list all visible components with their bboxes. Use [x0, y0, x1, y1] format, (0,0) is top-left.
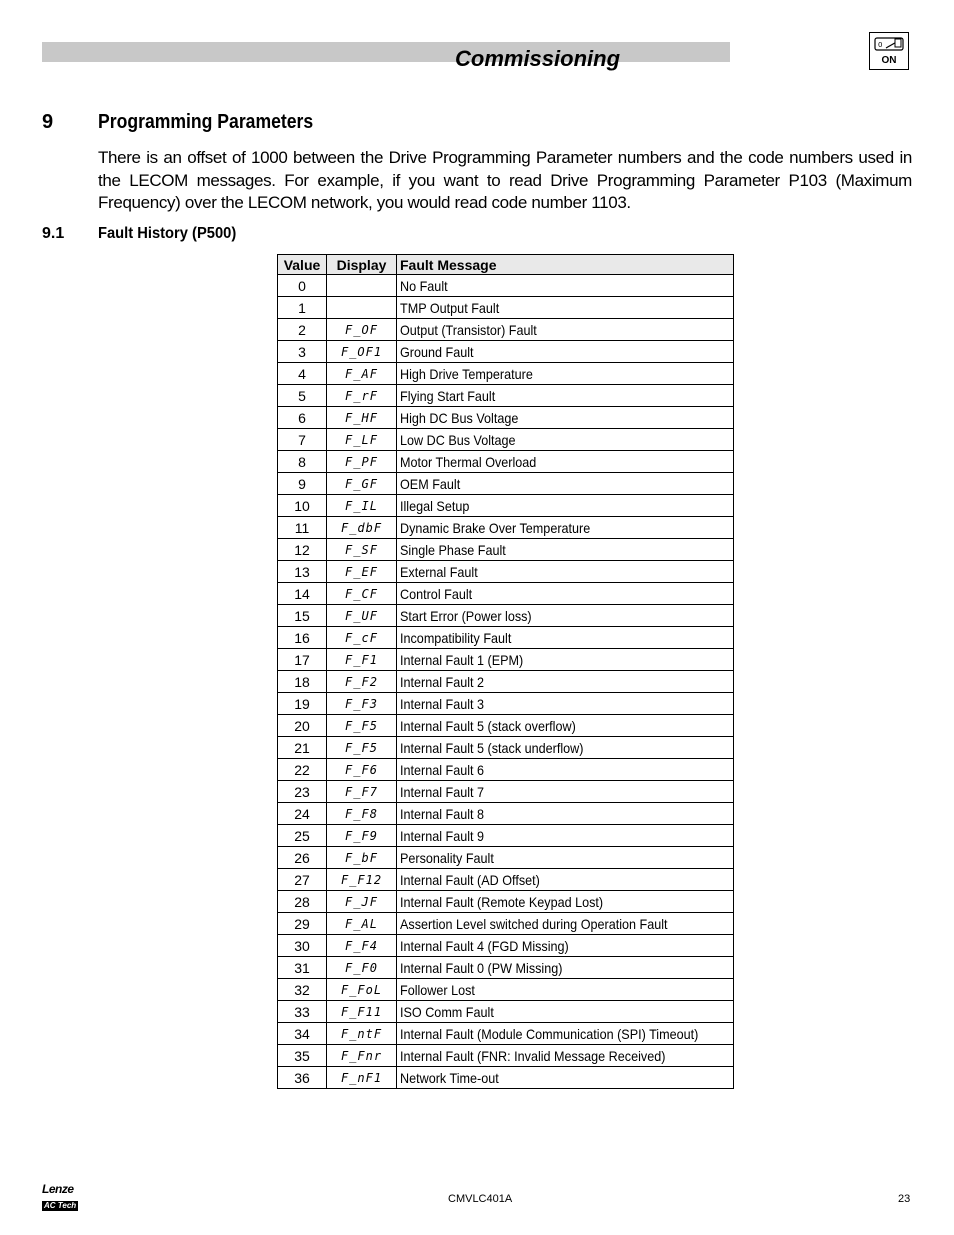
fault-value: 8 — [278, 451, 327, 473]
table-row — [278, 275, 734, 297]
fault-value: 32 — [278, 979, 327, 1001]
fault-display-code: F_F4 — [327, 935, 397, 957]
fault-message-cell — [397, 759, 734, 781]
page-number: 23 — [898, 1193, 911, 1205]
fault-message-cell — [397, 803, 734, 825]
header-title: Commissioning — [455, 46, 621, 71]
fault-message: Personality Fault — [400, 849, 494, 866]
power-switch-icon — [869, 32, 909, 70]
fault-display-code: F_dbF — [327, 517, 397, 539]
fault-message-cell — [397, 473, 734, 495]
fault-display-code: F_FoL — [327, 979, 397, 1001]
fault-value: 4 — [278, 363, 327, 385]
table-row — [278, 385, 734, 407]
fault-value: 36 — [278, 1067, 327, 1089]
table-row — [278, 737, 734, 759]
fault-message-cell — [397, 715, 734, 737]
fault-value: 29 — [278, 913, 327, 935]
fault-display-code: F_HF — [327, 407, 397, 429]
table-row — [278, 979, 734, 1001]
fault-value: 33 — [278, 1001, 327, 1023]
fault-message-cell — [397, 649, 734, 671]
fault-message: Single Phase Fault — [400, 541, 506, 558]
fault-value: 6 — [278, 407, 327, 429]
table-row — [278, 649, 734, 671]
table-row — [278, 825, 734, 847]
table-body — [278, 275, 734, 1089]
table-row — [278, 627, 734, 649]
table-row — [278, 451, 734, 473]
fault-message: Ground Fault — [400, 343, 474, 360]
fault-message-cell — [397, 1023, 734, 1045]
fault-display-code: F_F1 — [327, 649, 397, 671]
fault-display-code: F_F11 — [327, 1001, 397, 1023]
fault-display-code: F_IL — [327, 495, 397, 517]
fault-value: 1 — [278, 297, 327, 319]
fault-value: 27 — [278, 869, 327, 891]
fault-message: OEM Fault — [400, 475, 461, 492]
document-code: CMVLC401A — [448, 1193, 513, 1205]
fault-message: Control Fault — [400, 585, 473, 602]
table-row — [278, 495, 734, 517]
fault-display-code: F_CF — [327, 583, 397, 605]
fault-message: Internal Fault 3 — [400, 695, 485, 712]
table-row — [278, 803, 734, 825]
fault-message: Low DC Bus Voltage — [400, 431, 516, 448]
fault-display-code: F_OF1 — [327, 341, 397, 363]
fault-message-cell — [397, 957, 734, 979]
table-row — [278, 671, 734, 693]
fault-display-code: F_F8 — [327, 803, 397, 825]
fault-message: Internal Fault 9 — [400, 827, 485, 844]
fault-value: 28 — [278, 891, 327, 913]
fault-value: 11 — [278, 517, 327, 539]
fault-value: 10 — [278, 495, 327, 517]
svg-text:0: 0 — [878, 41, 883, 49]
fault-value: 24 — [278, 803, 327, 825]
fault-message: Start Error (Power loss) — [400, 607, 532, 624]
fault-value: 19 — [278, 693, 327, 715]
fault-message-cell — [397, 429, 734, 451]
fault-message-cell — [397, 1045, 734, 1067]
fault-message-cell — [397, 517, 734, 539]
table-row — [278, 693, 734, 715]
fault-message-cell — [397, 605, 734, 627]
fault-value: 21 — [278, 737, 327, 759]
fault-display-code: F_F12 — [327, 869, 397, 891]
fault-message-cell — [397, 891, 734, 913]
fault-display-code — [327, 297, 397, 319]
fault-value: 35 — [278, 1045, 327, 1067]
fault-history-table — [277, 254, 734, 1089]
table-row — [278, 1045, 734, 1067]
fault-message: Internal Fault 7 — [400, 783, 485, 800]
fault-message: Incompatibility Fault — [400, 629, 512, 646]
table-row — [278, 1023, 734, 1045]
fault-message: Internal Fault 6 — [400, 761, 485, 778]
section-title: Programming Parameters — [98, 111, 314, 133]
table-row — [278, 715, 734, 737]
table-row — [278, 407, 734, 429]
table-row — [278, 957, 734, 979]
lenze-logo — [42, 1183, 80, 1213]
intro-paragraph: There is an offset of 1000 between the Drive Programming Parameter numbers and the code numbers used in the LECOM messages. For example, if you want to read Drive Programming Parameter P103 (Maximum Frequency) over the LECOM network, you would read code number 1103. — [98, 148, 912, 212]
fault-message: Internal Fault 5 (stack overflow) — [400, 717, 576, 734]
fault-message-cell — [397, 407, 734, 429]
column-header-value: Value — [278, 255, 327, 275]
fault-value: 3 — [278, 341, 327, 363]
fault-message-cell — [397, 781, 734, 803]
fault-value: 26 — [278, 847, 327, 869]
fault-message: Internal Fault (Remote Keypad Lost) — [400, 893, 604, 910]
fault-value: 12 — [278, 539, 327, 561]
fault-message: No Fault — [400, 277, 448, 294]
table-row — [278, 847, 734, 869]
fault-message-cell — [397, 385, 734, 407]
table-row — [278, 583, 734, 605]
fault-display-code: F_JF — [327, 891, 397, 913]
fault-message-cell — [397, 319, 734, 341]
table-row — [278, 759, 734, 781]
fault-message: Dynamic Brake Over Temperature — [400, 519, 591, 536]
fault-display-code: F_ntF — [327, 1023, 397, 1045]
fault-value: 30 — [278, 935, 327, 957]
column-header-display: Display — [327, 255, 397, 275]
fault-display-code: F_nF1 — [327, 1067, 397, 1089]
table-row — [278, 1001, 734, 1023]
fault-message-cell — [397, 341, 734, 363]
fault-display-code: F_F0 — [327, 957, 397, 979]
fault-message: Internal Fault 2 — [400, 673, 485, 690]
fault-message: Internal Fault 0 (PW Missing) — [400, 959, 563, 976]
fault-message: Internal Fault (FNR: Invalid Message Received) — [400, 1047, 666, 1064]
fault-display-code: F_F2 — [327, 671, 397, 693]
table-header-row — [278, 255, 734, 275]
fault-value: 23 — [278, 781, 327, 803]
fault-value: 2 — [278, 319, 327, 341]
fault-message: ISO Comm Fault — [400, 1003, 494, 1020]
fault-value: 15 — [278, 605, 327, 627]
table-row — [278, 891, 734, 913]
fault-message-cell — [397, 979, 734, 1001]
fault-message: Flying Start Fault — [400, 387, 496, 404]
fault-display-code: F_F3 — [327, 693, 397, 715]
fault-message: Internal Fault 4 (FGD Missing) — [400, 937, 569, 954]
switch-on-label: ON — [881, 55, 897, 66]
fault-display-code: F_Fnr — [327, 1045, 397, 1067]
fault-value: 9 — [278, 473, 327, 495]
table-row — [278, 517, 734, 539]
fault-display-code: F_F9 — [327, 825, 397, 847]
fault-message: Internal Fault 1 (EPM) — [400, 651, 524, 668]
table-row — [278, 605, 734, 627]
table-row — [278, 473, 734, 495]
fault-value: 25 — [278, 825, 327, 847]
logo-brand: Lenze — [42, 1182, 74, 1196]
fault-display-code: F_LF — [327, 429, 397, 451]
fault-value: 17 — [278, 649, 327, 671]
fault-message: Internal Fault 8 — [400, 805, 485, 822]
subsection-title: Fault History (P500) — [98, 225, 237, 242]
fault-display-code: F_AF — [327, 363, 397, 385]
fault-display-code: F_PF — [327, 451, 397, 473]
fault-display-code: F_cF — [327, 627, 397, 649]
fault-message: High Drive Temperature — [400, 365, 533, 382]
fault-message: Network Time-out — [400, 1069, 499, 1086]
fault-display-code: F_F6 — [327, 759, 397, 781]
fault-message-cell — [397, 913, 734, 935]
fault-message-cell — [397, 869, 734, 891]
table-row — [278, 913, 734, 935]
subsection-number: 9.1 — [42, 225, 65, 242]
table-row — [278, 561, 734, 583]
fault-display-code: F_rF — [327, 385, 397, 407]
fault-message-cell — [397, 297, 734, 319]
fault-value: 14 — [278, 583, 327, 605]
table-row — [278, 319, 734, 341]
table-row — [278, 297, 734, 319]
fault-message-cell — [397, 825, 734, 847]
fault-value: 31 — [278, 957, 327, 979]
fault-message-cell — [397, 693, 734, 715]
table-row — [278, 869, 734, 891]
fault-message-cell — [397, 671, 734, 693]
fault-message: Internal Fault (Module Communication (SPI) Timeout) — [400, 1025, 699, 1042]
fault-value: 0 — [278, 275, 327, 297]
header-bar — [42, 42, 730, 62]
fault-value: 5 — [278, 385, 327, 407]
fault-message: External Fault — [400, 563, 478, 580]
fault-message-cell — [397, 495, 734, 517]
fault-value: 20 — [278, 715, 327, 737]
table-row — [278, 429, 734, 451]
fault-display-code: F_SF — [327, 539, 397, 561]
fault-message: Motor Thermal Overload — [400, 453, 537, 470]
fault-display-code: F_bF — [327, 847, 397, 869]
table-row — [278, 1067, 734, 1089]
fault-message: Internal Fault (AD Offset) — [400, 871, 540, 888]
switch-graphic — [873, 35, 905, 55]
table-row — [278, 781, 734, 803]
fault-value: 13 — [278, 561, 327, 583]
fault-display-code: F_GF — [327, 473, 397, 495]
table-row — [278, 539, 734, 561]
fault-message-cell — [397, 451, 734, 473]
fault-message: Output (Transistor) Fault — [400, 321, 537, 338]
fault-message-cell — [397, 539, 734, 561]
table-row — [278, 935, 734, 957]
fault-display-code: F_AL — [327, 913, 397, 935]
fault-message-cell — [397, 1067, 734, 1089]
fault-message-cell — [397, 1001, 734, 1023]
fault-display-code: F_F5 — [327, 737, 397, 759]
fault-value: 7 — [278, 429, 327, 451]
fault-message-cell — [397, 583, 734, 605]
fault-message: TMP Output Fault — [400, 299, 500, 316]
fault-message: Assertion Level switched during Operation Fault — [400, 915, 668, 932]
fault-message-cell — [397, 561, 734, 583]
fault-value: 34 — [278, 1023, 327, 1045]
fault-value: 22 — [278, 759, 327, 781]
fault-message: Illegal Setup — [400, 497, 470, 514]
fault-display-code — [327, 275, 397, 297]
fault-value: 16 — [278, 627, 327, 649]
table-row — [278, 341, 734, 363]
fault-value: 18 — [278, 671, 327, 693]
fault-display-code: F_F5 — [327, 715, 397, 737]
fault-display-code: F_EF — [327, 561, 397, 583]
fault-message-cell — [397, 737, 734, 759]
fault-message-cell — [397, 275, 734, 297]
fault-message: Follower Lost — [400, 981, 475, 998]
fault-message-cell — [397, 363, 734, 385]
fault-message: Internal Fault 5 (stack underflow) — [400, 739, 584, 756]
column-header-fault-message: Fault Message — [397, 255, 734, 275]
fault-message: High DC Bus Voltage — [400, 409, 519, 426]
table-row — [278, 363, 734, 385]
fault-display-code: F_F7 — [327, 781, 397, 803]
fault-message-cell — [397, 935, 734, 957]
logo-sub: AC Tech — [44, 1201, 77, 1210]
fault-message-cell — [397, 847, 734, 869]
fault-message-cell — [397, 627, 734, 649]
fault-display-code: F_UF — [327, 605, 397, 627]
section-number: 9 — [42, 111, 54, 133]
fault-display-code: F_OF — [327, 319, 397, 341]
